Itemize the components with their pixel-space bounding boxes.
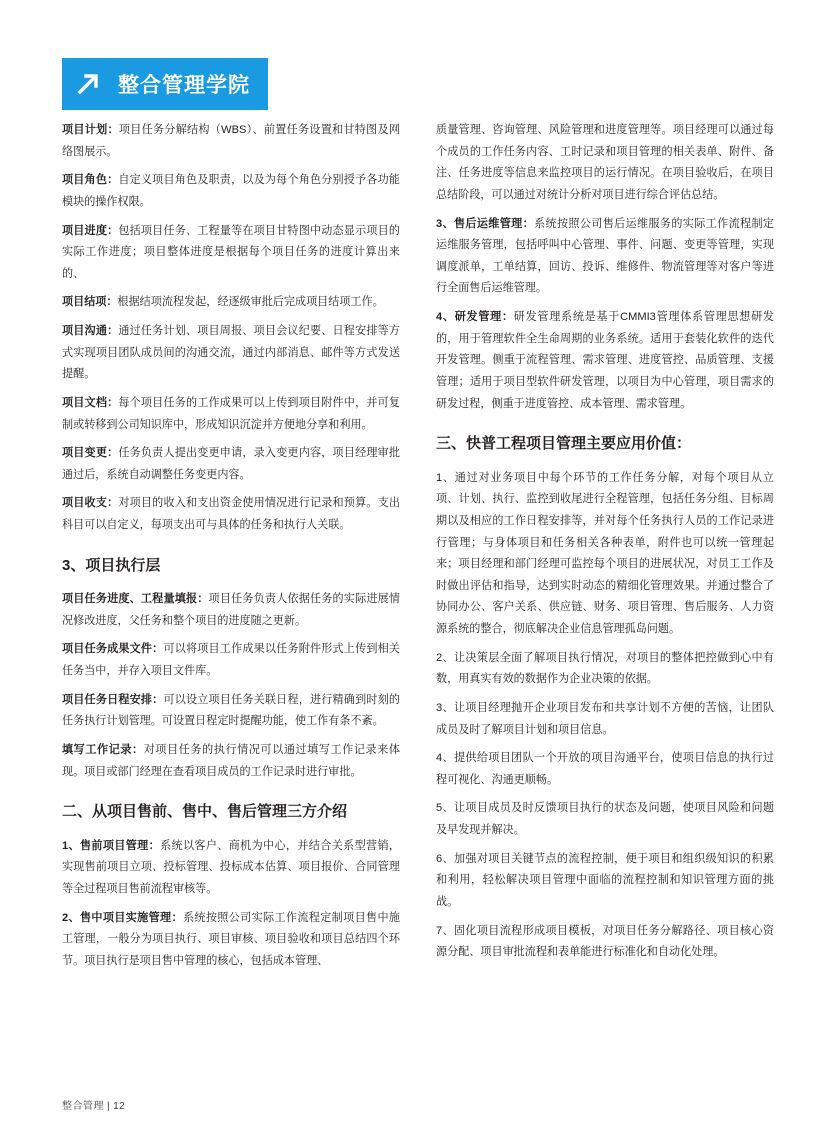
section-heading-application-value: 三、快普工程项目管理主要应用价值： [436,435,692,453]
paragraph-text: 任务负责人提出变更申请，录入变更内容，项目经理审批通过后，系统自动调整任务变更内容。 [62,447,400,481]
paragraph-lead: 填写工作记录： [62,743,144,756]
paragraph-text: 项目任务负责人依据任务的实际进展情况修改进度，父任务和整个项目的进度随之更新。 [62,593,400,627]
paragraph-lead: 项目结项： [62,296,118,309]
paragraph-lead: 4、研发管理： [436,311,514,323]
paragraph-text: 系统按照公司售后运维服务的实际工作流程制定运维服务管理，包括呼叫中心管理、事件、问题、变更等管理，实现调度派单，工单结算，回访、投诉、维修件、物流管理等对客户等进行全面售后运维管理。 [436,217,774,295]
paragraph-lead: 项目任务成果文件： [62,643,164,656]
paragraph: 2、让决策层全面了解项目执行情况，对项目的整体把控做到心中有数，用真实有效的数据作为企业决策的依据。 [436,651,774,686]
paragraph-text: 包括项目任务、工程量等在项目甘特图中动态显示项目的实际工作进度；项目整体进度是根据每个项目任务的进度计算出来的、 [62,224,400,280]
paragraph: 7、固化项目流程形成项目模板，对项目任务分解路径、项目核心资源分配、项目审批流程和表单能进行标准化和自动化处理。 [436,924,774,959]
paragraph-lead: 项目进度： [62,224,119,237]
paragraph [62,221,400,286]
paragraph: 5、让项目成员及时反馈项目执行的状态及问题，使项目风险和问题及早发现并解决。 [436,802,774,836]
paragraph-text: 对项目任务的执行情况可以通过填写工作记录来体现。项目或部门经理在查看项目成员的工作记录时进行审批。 [62,743,400,778]
paragraph [62,589,400,632]
paragraph [62,908,400,973]
paragraph [62,443,400,486]
paragraph-text: 项目任务分解结构（WBS）、前置任务设置和甘特图及网络图展示。 [62,124,400,158]
paragraph: 4、提供给项目团队一个开放的项目沟通平台，使项目信息的执行过程可视化、沟通更顺畅。 [436,752,774,786]
section-heading-project-execution: 3、项目执行层 [62,556,161,574]
paragraph [62,690,400,733]
paragraph [62,740,400,783]
paragraph-text: 自定义项目角色及职责，以及为每个角色分别授予各功能模块的操作权限。 [62,174,400,208]
paragraph-text: 根据结项流程发起，经逐级审批后完成项目结项工作。 [117,296,384,309]
paragraph-lead: 项目变更： [62,447,119,460]
paragraph-text: 研发管理系统是基于CMMI3管理体系管理思想研发的，用于管理软件全生命周期的业务系统。适用于套装化软件的迭代开发管理。侧重于流程管理、需求管理、进度管控、品质管理、支援管理；适用于项目型软件研发管理，以项目为中心管理，项目需求的研发过程，侧重于进度管控、成本管理、需求管理。 [436,311,775,410]
paragraph [62,639,400,682]
paragraph-lead: 项目角色： [62,174,119,187]
paragraph-lead: 项目沟通： [62,325,119,337]
page-footer [62,1097,125,1112]
arrow-up-right-icon [62,58,114,110]
paragraph-lead: 2、售中项目实施管理： [62,911,183,924]
brand-logo [62,58,268,110]
body-columns [62,120,775,1080]
paragraph-text: 对项目的收入和支出资金使用情况进行记录和预算。支出科目可以自定义，每项支出可与具体的任务和执行人关联。 [62,497,400,531]
paragraph: 3、让项目经理抛开企业项目发布和共享计划不方便的苦恼，让团队成员及时了解项目计划和项目信息。 [436,701,774,736]
paragraph-text: 每个项目任务的工作成果可以上传到项目附件中，并可复制或转移到公司知识库中，形成知识沉淀并方便地分享和利用。 [62,396,400,431]
paragraph [62,292,400,314]
footer-label: 整合管理 [62,1101,104,1112]
paragraph [62,120,400,163]
footer-separator: | [107,1101,111,1112]
paragraph [436,214,774,301]
paragraph [62,493,400,536]
paragraph-lead: 项目收支： [62,497,119,510]
paragraph-text: 通过任务计划、项目周报、项目会议纪要、日程安排等方式实现项目团队成员间的沟通交流，通过内部消息、邮件等方式发送提醒。 [62,325,400,381]
paragraph-lead: 1、售前项目管理： [62,839,161,852]
paragraph [62,170,400,213]
paragraph-lead: 项目任务日程安排： [62,693,164,706]
paragraph-lead: 项目计划： [62,124,119,136]
page-number: 12 [113,1101,126,1112]
brand-name: 整合管理学院 [114,58,268,110]
paragraph-text: 可以将项目工作成果以任务附件形式上传到相关任务当中，并存入项目文件库。 [62,643,400,677]
paragraph-lead: 项目任务进度、工程量填报： [62,593,209,606]
paragraph [62,393,400,436]
paragraph: 1、通过对业务项目中每个环节的工作任务分解，对每个项目从立项、计划、执行、监控到收尾进行全程管理，包括任务分组、目标周期以及相应的工作日程安排等，并对每个任务执行人员的工作记录进行管理；与身体项目和任务相关各种表单，附件也可以统一管理起来；项目经理和部门经理可监控每个项目的进展状况，对员工工作及时做出评估和指导，达到实时动态的精细化管理效果。并通过整合了协同办公、客户关系、供应链、财务、项目管理、售后服务、人力资源系统的整合，彻底解决企业信息管理孤岛问题。 [436,471,774,635]
paragraph [62,321,400,386]
paragraph: 6、加强对项目关键节点的流程控制，便于项目和组织级知识的积累和利用，轻松解决项目管理中面临的流程控制和知识管理方面的挑战。 [436,852,774,908]
paragraph-text: 系统以客户、商机为中心，并结合关系型营销，实现售前项目立项、投标管理、投标成本估算、项目报价、合同管理等全过程项目售前流程审核等。 [62,839,400,895]
paragraph-lead: 3、售后运维管理： [436,217,535,230]
left-column [62,120,400,1080]
paragraph [62,836,400,901]
right-column [436,120,774,1080]
paragraph: 质量管理、咨询管理、风险管理和进度管理等。项目经理可以通过每个成员的工作任务内容、工时记录和项目管理的相关表单、附件、备注、任务进度等信息来监控项目的运行情况。在项目验收后，在项目总结阶段，可以通过对统计分析对项目进行综合评估总结。 [436,124,774,201]
paragraph-text: 可以设立项目任务关联日程，进行精确到时刻的任务执行计划管理。可设置日程定时提醒功能，使工作有条不紊。 [62,693,400,728]
paragraph-lead: 项目文档： [62,396,119,409]
paragraph-text: 系统按照公司实际工作流程定制项目售中施工管理，一般分为项目执行、项目审核、项目验收和项目总结四个环节。项目执行是项目售中管理的核心，包括成本管理、 [62,911,400,967]
section-heading-sales-phases: 二、从项目售前、售中、售后管理三方介绍 [62,803,348,821]
paragraph [436,307,774,415]
